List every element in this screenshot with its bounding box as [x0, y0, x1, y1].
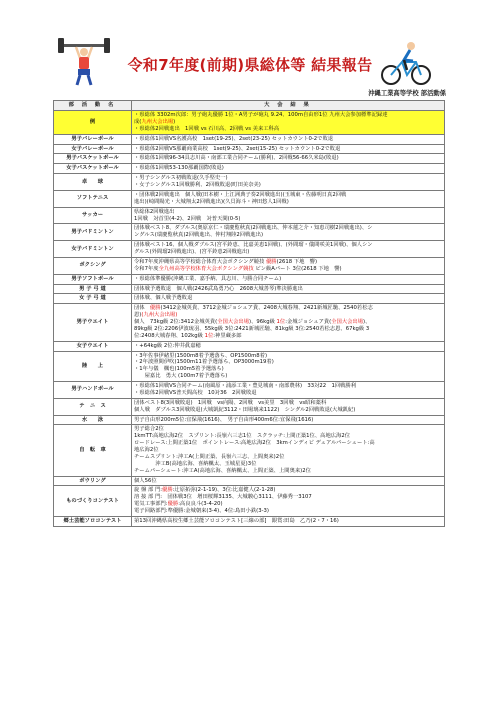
table-row: [54, 476, 445, 486]
result-text: 1回戦 対首里(4-2)、2回戦 対普天間(0-5): [134, 215, 241, 222]
result-text: 恩): [134, 312, 142, 319]
result-line: [134, 454, 442, 461]
result-text: 団体: [134, 305, 150, 312]
result-line: [134, 400, 442, 407]
table-row: [54, 341, 445, 351]
result-text: ・2年波照間伊吹(1500m11着予選落ち、OP3000m19着): [134, 359, 274, 366]
highlighted-result-text: (九州大会出場): [141, 312, 178, 319]
result-line: [134, 440, 442, 447]
result-cell: [132, 415, 445, 425]
result-line: [134, 319, 442, 326]
result-text: 県総体2回戦進出: [134, 208, 175, 215]
result-text: ・A: [233, 112, 243, 118]
result-line: [134, 136, 442, 143]
result-text: :神里蔵多郎: [213, 332, 242, 339]
table-row: [54, 284, 445, 294]
highlighted-result-text: 1位: [204, 332, 214, 339]
club-name-cell: 水 泳: [54, 415, 132, 425]
result-cell: [132, 111, 445, 135]
result-text: 団体戦ベスト8、ダブルス(奥原京仁・瑞慶覧秋真)2回戦進出、仲本蓮之介・知恵司樹2回戦進出)、シ: [134, 225, 373, 232]
result-cell: [132, 224, 445, 241]
result-text: ・県総体1回戦VS合同チーム(南風原・浦添工業・豊見城南・南部農林) 33対22 1回戦勝利: [134, 383, 357, 389]
result-text: 令和7年度沖縄県高等学校総合体育大会ボクシング競技: [134, 258, 266, 265]
table-row: [54, 382, 445, 399]
club-name-cell: 男子ハンドボール: [54, 382, 132, 399]
result-line: [134, 175, 442, 182]
result-text: チームスプリント:沖工A(上間正築、長嶺六三志、上間奥来)2位: [134, 453, 285, 460]
highlighted-result-text: 1位: [276, 319, 286, 325]
result-cell: [132, 207, 445, 224]
result-text: 電子回路部門:準優勝:金城朝来(3-4)、4位:島田小鉄(3-3): [134, 508, 269, 514]
club-name-cell: 女子バドミントン: [54, 241, 132, 258]
result-text: 次郎：男子砲丸優勝 1位: [175, 112, 234, 118]
result-line: [134, 343, 442, 350]
result-line: [134, 126, 442, 133]
result-text: グルス(外間瑠2回戦進出)、(宮平鈴恵2回戦進出): [134, 249, 250, 255]
table-row: [54, 415, 445, 425]
table-row: [54, 486, 445, 517]
table-row: [54, 516, 445, 526]
result-line: [134, 286, 442, 293]
club-name-cell: 男子ソフトボール: [54, 274, 132, 284]
result-cell: [132, 304, 445, 341]
header-result: 大 会 結 果: [132, 101, 445, 111]
highlighted-result-text: 優勝: [167, 501, 179, 508]
result-text: 団体ベスト8(3回戦敗退) 1回戦 vs向陽、2回戦 vs美里 3回戦 vs昭和薬科: [134, 399, 327, 406]
club-name-cell: 例: [54, 111, 132, 135]
result-text: )、: [363, 319, 371, 325]
result-text: 地広海2位: [134, 447, 159, 453]
result-text: 溶 接 部 門: 団体戦3位 増田桜輝3135、大城駿心3111、伊藤秀一3107: [134, 494, 312, 501]
table-row: [54, 190, 445, 207]
result-text: 男子自由形200m5位:宜保飛(1616)、 男子自由形400m6位:宜保飛(1616): [134, 416, 314, 423]
table-row: [54, 164, 445, 174]
result-line: [134, 312, 442, 319]
highlighted-result-text: 全国大会出場: [217, 319, 250, 325]
club-name-cell: サッカー: [54, 207, 132, 224]
result-text: ・3年佐事伊緒里(1500m8着予選落ち、OP1500m8着): [134, 352, 268, 359]
result-cell: [132, 164, 445, 174]
table-row: [54, 134, 445, 144]
table-header-row: [54, 101, 445, 111]
result-text: :高良良斗(3-4-20): [178, 501, 223, 508]
table-row: [54, 111, 445, 135]
table-row: [54, 144, 445, 154]
highlighted-result-text: 優勝: [265, 258, 277, 265]
club-name-cell: 陸 上: [54, 351, 132, 382]
result-text: ・男子シングルス初戦敗退(久手堅史一): [134, 175, 228, 182]
result-text: 1kmTT:高地広海2位 スプリント:長嶺六三志1位 スクラッチ:上間正築1位、高地広海2位: [134, 433, 351, 440]
result-line: [134, 119, 442, 126]
result-text: ・女子シングルス1回戦勝利、2回戦敗退(町田美奈美): [134, 182, 261, 188]
table-row: [54, 224, 445, 241]
club-name-cell: 自 転 車: [54, 425, 132, 476]
result-line: [134, 407, 442, 414]
result-text: 団体戦予選敗退 個人戦(2426武島勇乃心 2608大城善琴)準決勝進出: [134, 285, 303, 292]
result-text: ・県総体2回戦VS普天間高校 10対36 2回戦敗退: [134, 389, 257, 396]
club-name-cell: ボウリング: [54, 476, 132, 486]
result-text: 令和7年度: [134, 265, 159, 272]
result-cell: [132, 351, 445, 382]
result-line: [134, 305, 442, 312]
title-area: [0, 38, 500, 97]
result-cell: [132, 284, 445, 294]
table-row: [54, 241, 445, 258]
result-cell: [132, 398, 445, 415]
table-row: [54, 154, 445, 164]
result-line: [134, 478, 442, 485]
club-name-cell: 男子バスケットボール: [54, 154, 132, 164]
result-cell: [132, 476, 445, 486]
highlighted-result-text: 全九州高等学校体育大会ボクシング競技: [158, 265, 254, 272]
result-text: :辻原拓弥(2-1-19)、3位:比嘉健人(2-1-28): [172, 487, 276, 494]
result-text: ・県総体1回戦VS名護高校 1set(19-25)、2set(23-25) セットカウント0-2で敗退: [134, 135, 334, 142]
result-text: 個人56位: [134, 477, 157, 484]
result-line: [134, 417, 442, 424]
club-name-cell: 女子バレーボール: [54, 144, 132, 154]
result-line: [134, 259, 442, 266]
result-line: [134, 333, 442, 340]
result-line: [134, 266, 442, 273]
result-text: 男子が砲丸 9.24、100m自由形1位: [242, 112, 328, 118]
result-text: :金城ジョシュア貴(: [285, 319, 332, 325]
highlighted-result-text: 全国大会出場: [331, 319, 364, 325]
result-line: [134, 461, 442, 468]
result-text: ングルス(瑞慶覧秋真)2回戦進出、仲村翔陸2回戦進出): [134, 232, 264, 239]
result-line: [134, 508, 442, 515]
result-text: 男子総合2位: [134, 426, 164, 433]
club-name-cell: 男子ウエイト: [54, 304, 132, 341]
club-name-cell: テ ニ ス: [54, 398, 132, 415]
result-line: [134, 155, 442, 162]
result-line: [134, 192, 442, 199]
result-line: [134, 518, 442, 525]
result-text: ): [173, 118, 176, 125]
result-line: [134, 383, 442, 390]
result-text: ・1年与儀 楓也(100m5着予選落ち): [134, 366, 224, 373]
club-name-cell: 男子バドミントン: [54, 224, 132, 241]
table-row: [54, 351, 445, 382]
cyclist-icon: [380, 40, 432, 86]
result-text: 89kg級 2位:2206伊波琉羽、55kg級 3位:2421新城匠馳、81kg級 3位:2540若松志恩、67kg級 3: [134, 325, 370, 332]
club-name-cell: 郷土芸能ソロコンテスト: [54, 516, 132, 526]
result-text: 団体戦、個人戦予選敗退: [134, 295, 193, 302]
result-text: (3412金城英貴、3712金城ジョシュア貴、2408大城春翔、2421新城匠馳、2540若松志: [160, 305, 373, 312]
result-line: [134, 326, 442, 333]
result-text: ピン級Aパート 3位(2618 下地 響): [253, 265, 342, 272]
club-name-cell: 卓 球: [54, 174, 132, 191]
result-text: 九州大会参加標準記録達: [327, 112, 388, 118]
result-line: [134, 276, 442, 283]
result-text: ・県総体準優勝(沖縄工業、嘉手納、具志川、与勝合同チーム): [134, 275, 282, 282]
result-cell: [132, 190, 445, 207]
result-text: ・団体戦2回戦進出 個人戦(田本樹・上江洲典子奏2回戦進出)(玉城東・佐藤明日真2回戦: [134, 191, 347, 198]
result-text: ロードレース:上間正築1位 ポイントレース:高地広海2位 3kmインディビ デュアルパーシュート:高: [134, 440, 375, 447]
school-name: 沖縄工業高等学校 部活動係: [368, 90, 446, 97]
result-text: ・+64kg級 2位:仲井眞嘉穂: [134, 342, 201, 349]
club-name-cell: 女 子 弓 道: [54, 294, 132, 304]
result-text: 屋嘉比 勇大 (100m7着予選落ち): [134, 373, 228, 380]
result-cell: [132, 154, 445, 164]
result-cell: [132, 241, 445, 258]
result-text: )、96kg級: [249, 319, 277, 325]
club-name-cell: 男子バレーボール: [54, 134, 132, 144]
result-line: [134, 295, 442, 302]
table-row: [54, 274, 445, 284]
highlighted-result-text: 優勝: [149, 305, 161, 312]
header-club: 部 活 動 名: [54, 101, 132, 111]
club-name-cell: 女子バスケットボール: [54, 164, 132, 174]
club-name-cell: ものづくりコンテスト: [54, 486, 132, 517]
result-text: 電気工事部門:: [134, 501, 168, 508]
result-line: [134, 373, 442, 380]
result-text: ・県総体2回戦VS那覇商業高校 1set(9-25)、2set(15-25) セットカウント0-2で敗退: [134, 145, 341, 152]
result-text: ・県総体1回戦96-34具志川高・南部工業合同チーム(勝利)、2回戦56-66久米島(敗退): [134, 155, 339, 162]
result-text: 第13回沖縄県高校生郷土芸能ソロコンテスト[三線の部] 銀賞:田島 乙乃(2・7・16): [134, 517, 339, 524]
result-text: 旋 盤 部 門:: [134, 487, 163, 494]
result-cell: [132, 294, 445, 304]
table-row: [54, 174, 445, 191]
result-text: 個人 73kg級 2位:3412金城英貴(: [134, 319, 218, 325]
result-line: [134, 232, 442, 239]
results-table: [53, 100, 445, 527]
result-text: 個人戦 ダブルス3回戦敗退(大城凱紀3112・田場璃来1122) シングル2回戦敗退(大城凱紀): [134, 406, 356, 413]
result-line: [134, 468, 442, 475]
result-cell: [132, 144, 445, 154]
result-line: [134, 216, 442, 223]
table-row: [54, 304, 445, 341]
result-cell: [132, 486, 445, 517]
result-cell: [132, 134, 445, 144]
result-line: [134, 447, 442, 454]
result-text: ・県総体 3302m: [134, 112, 176, 118]
highlighted-result-text: 優勝: [162, 487, 173, 494]
result-line: [134, 242, 442, 249]
table-row: [54, 398, 445, 415]
result-cell: [132, 341, 445, 351]
result-line: [134, 249, 442, 256]
result-line: [134, 199, 442, 206]
result-cell: [132, 257, 445, 274]
club-name-cell: ボクシング: [54, 257, 132, 274]
result-text: ・県総体1回戦53-130那覇国際(敗退): [134, 165, 224, 172]
result-text: 沖工B(高地広海、喜納楓太、玉城星夏)3位: [134, 460, 257, 467]
result-text: チームパーシュート:沖工A(高地広海、喜納楓太、上間正築、上間奥来)2位: [134, 467, 311, 474]
table-row: [54, 257, 445, 274]
result-line: [134, 146, 442, 153]
result-line: [134, 112, 442, 119]
result-text: 位:2408大城春翔、102kg級: [134, 332, 205, 339]
club-name-cell: 男 子 弓 道: [54, 284, 132, 294]
highlighted-result-text: 九州大会出場: [141, 118, 174, 125]
weightlifter-icon: [58, 38, 110, 86]
result-cell: [132, 382, 445, 399]
result-text: (2618 下地 響): [276, 258, 318, 265]
result-text: 成(: [134, 118, 142, 125]
result-line: [134, 209, 442, 216]
result-text: 進出)(崎間陽光・大城翔太2回戦進出)(久貝海斗・神田悠人1回戦): [134, 198, 289, 205]
table-row: [54, 294, 445, 304]
result-cell: [132, 516, 445, 526]
result-line: [134, 501, 442, 508]
result-line: [134, 165, 442, 172]
club-name-cell: ソフトテニス: [54, 190, 132, 207]
result-cell: [132, 274, 445, 284]
result-line: [134, 182, 442, 189]
club-name-cell: 女子ウエイト: [54, 341, 132, 351]
result-text: 団体戦ベスト16、個人戦ダブルス(宮平鈴恵、比嘉美恵1回戦)、(外間瑠・儀間咲美1回戦)、個人シン: [134, 242, 373, 249]
result-cell: [132, 174, 445, 191]
table-row: [54, 425, 445, 476]
result-cell: [132, 425, 445, 476]
page-title: 令和7年度(前期)県総体等 結果報告: [127, 56, 373, 74]
result-line: [134, 390, 442, 397]
result-text: ・県総体2回戦進出 1回戦 vs 石川高、2回戦 vs 美来工科高: [134, 125, 280, 132]
table-body: [54, 111, 445, 527]
table-row: [54, 207, 445, 224]
